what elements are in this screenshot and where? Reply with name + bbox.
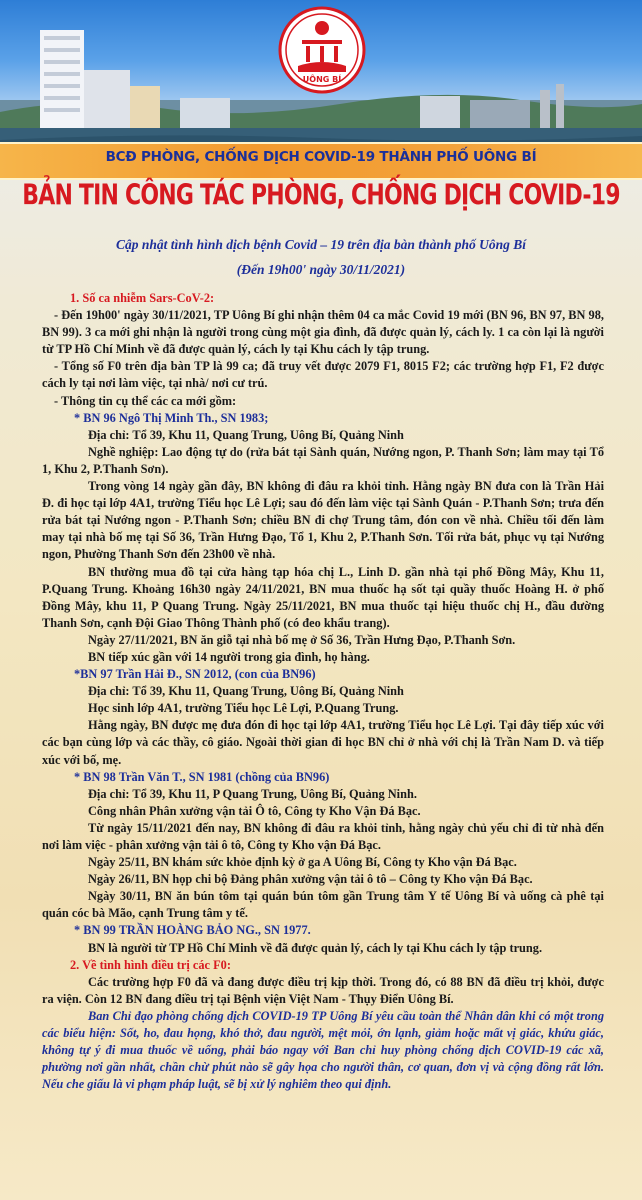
paragraph-totals: - Tổng số F0 trên địa bàn TP là 99 ca; đã truy vết được 2079 F1, 8015 F2; các trường hợp F1, F2 được cách ly tại nơi làm việc, tại nhà/ nơi cư trú.: [42, 359, 604, 391]
case-header-bn98: * BN 98 Trần Văn T., SN 1981 (chồng của BN96): [74, 769, 330, 784]
organization-name: BCĐ PHÒNG, CHỐNG DỊCH COVID-19 THÀNH PHỐ UÔNG BÍ: [105, 149, 537, 165]
paragraph-new-cases: - Đến 19h00' ngày 30/11/2021, TP Uông Bí ghi nhận thêm 04 ca mắc Covid 19 mới (BN 96, BN 97, BN 98, BN 99). 3 ca mới ghi nhận là người trong cùng một gia đình, đã được quản lý, cách ly. 1 ca còn lại là người từ TP Hồ Chí Minh về đã được quản lý, cách ly tại Khu cách ly tập trung.: [42, 308, 604, 357]
uong-bi-city-emblem: [278, 6, 366, 94]
case-paragraph: Ngày 25/11, BN khám sức khỏe định kỳ ở ga A Uông Bí, Công ty Kho vận Đá Bạc.: [88, 855, 517, 870]
paragraph-details-intro: - Thông tin cụ thể các ca mới gồm:: [54, 393, 237, 408]
case-header-bn97: *BN 97 Trần Hải Đ., SN 2012, (con của BN96): [74, 667, 316, 682]
case-paragraph: Địa chỉ: Tổ 39, Khu 11, P Quang Trung, Uông Bí, Quảng Ninh.: [88, 786, 417, 801]
case-paragraph: Nghề nghiệp: Lao động tự do (rửa bát tại Sành quán, Nướng ngon, P. Thanh Sơn; làm may tại Tổ 1, Khu 2, P.Thanh Sơn).: [42, 444, 604, 476]
case-paragraph: Ngày 26/11, BN họp chi bộ Đảng phân xưởng vận tải ô tô – Công ty Kho vận Đá Bạc.: [88, 872, 533, 887]
case-paragraph: Học sinh lớp 4A1, trường Tiểu học Lê Lợi, P.Quang Trung.: [88, 701, 399, 716]
paragraph-treatment: Các trường hợp F0 đã và đang được điều trị kịp thời. Trong đó, có 88 BN đã điều trị khỏi, được ra viện. Còn 12 BN đang điều trị tại Bệnh viện Việt Nam - Thụy Điển Uông Bí.: [42, 974, 604, 1006]
case-paragraph: Ngày 30/11, BN ăn bún tôm tại quán bún tôm gần Trung tâm Y tế Uông Bí và uống cà phê tại quán cóc bà Mão, cạnh Trung tâm y tế.: [42, 889, 604, 921]
case-paragraph: Hằng ngày, BN được mẹ đưa đón đi học tại lớp 4A1, trường Tiểu học Lê Lợi. Tại đây tiếp xúc với các bạn cùng lớp và các thầy, cô giáo. Ngoài thời gian đi học BN chỉ ở nhà với chị là Trần Nam D. và tiếp xúc với bố, mẹ.: [42, 718, 604, 767]
closing-advisory: Ban Chỉ đạo phòng chống dịch COVID-19 TP Uông Bí yêu cầu toàn thể Nhân dân khi có một trong các biểu hiện: Sốt, ho, đau họng, khó thở, đau người, mệt mỏi, ớn lạnh, giảm hoặc mất vị giác, khứu giác, không tự ý đi mua thuốc về uống, phải báo ngay với Ban chỉ huy phòng chống dịch COVID-19 các xã, phường nơi gần nhất, chần chừ phút nào sẽ gây họa cho người thân, cơ quan, đơn vị và cộng đồng rất lớn. Nếu che giấu là vi phạm pháp luật, sẽ bị xử lý nghiêm theo qui định.: [42, 1008, 604, 1092]
case-paragraph: Ngày 27/11/2021, BN ăn giỗ tại nhà bố mẹ ở Số 36, Trần Hưng Đạo, P.Thanh Sơn.: [88, 632, 516, 647]
case-paragraph: Trong vòng 14 ngày gần đây, BN không đi đâu ra khỏi tỉnh. Hằng ngày BN đưa con là Trần Hải Đ. đi học tại lớp 4A1, trường Tiểu học Lê Lợi; sau đó đến làm việc tại Sành Quán - P.Thanh Sơn; trưa đến rửa bát tại Nướng ngon - P.Thanh Sơn; chiều BN đi chợ Trung tâm, đón con về nhà. Chiều tối đến làm may tại nhà bố mẹ tại Số 36, Trần Hưng Đạo, Tổ 1, Khu 2, P.Thanh Sơn. Tối rửa bát, phục vụ tại Nướng ngon, Phường Thanh Sơn đến 23h00 về nhà.: [42, 479, 604, 562]
case-paragraph: BN là người từ TP Hồ Chí Minh về đã được quản lý, cách ly tại Khu cách ly tập trung.: [88, 940, 543, 955]
bulletin-body: [42, 290, 604, 1093]
page-title: BẢN TIN CÔNG TÁC PHÒNG, CHỐNG DỊCH COVID-19: [22, 180, 620, 213]
case-paragraph: BN tiếp xúc gần với 14 người trong gia đình, họ hàng.: [88, 649, 370, 664]
section-heading-cases: 1. Số ca nhiễm Sars-CoV-2:: [70, 291, 215, 305]
case-paragraph: Công nhân Phân xưởng vận tải Ô tô, Công ty Kho Vận Đá Bạc.: [88, 803, 421, 818]
section-heading-treatment: 2. Về tình hình điều trị các F0:: [70, 957, 231, 972]
svg-text:UÔNG BÍ: UÔNG BÍ: [302, 75, 342, 84]
case-paragraph: BN thường mua đồ tại cửa hàng tạp hóa chị L., Linh D. gần nhà tại phố Đồng Mây, Khu 11, P.Quang Trung. Khoảng 16h30 ngày 24/11/2021, BN mua thuốc hạ sốt tại quầy thuốc Hoàng H. ở phố Đồng Mây, khu 11, P Quang Trung. Ngày 25/11/2021, BN mua thuốc tại hiệu thuốc chị H., đầu đường Thanh Sơn, cạnh Đội Giao Thông Thành phố (có đeo khẩu trang).: [42, 564, 604, 630]
subtitle: Cập nhật tình hình dịch bệnh Covid – 19 trên địa bàn thành phố Uông Bí: [115, 237, 526, 252]
case-paragraph: Địa chỉ: Tổ 39, Khu 11, Quang Trung, Uông Bí, Quảng Ninh: [88, 684, 404, 699]
case-header-bn99: * BN 99 TRẦN HOÀNG BẢO NG., SN 1977.: [74, 923, 311, 938]
case-paragraph: Từ ngày 15/11/2021 đến nay, BN không đi đâu ra khỏi tỉnh, hằng ngày chủ yếu chỉ đi từ nhà đến nơi làm việc - phân xưởng vận tải ô tô, Công ty Kho vận Đá Bạc.: [42, 820, 604, 852]
report-date: (Đến 19h00' ngày 30/11/2021): [236, 262, 406, 277]
case-header-bn96: * BN 96 Ngô Thị Minh Th., SN 1983;: [74, 410, 269, 425]
case-paragraph: Địa chỉ: Tổ 39, Khu 11, Quang Trung, Uông Bí, Quảng Ninh: [88, 427, 404, 442]
